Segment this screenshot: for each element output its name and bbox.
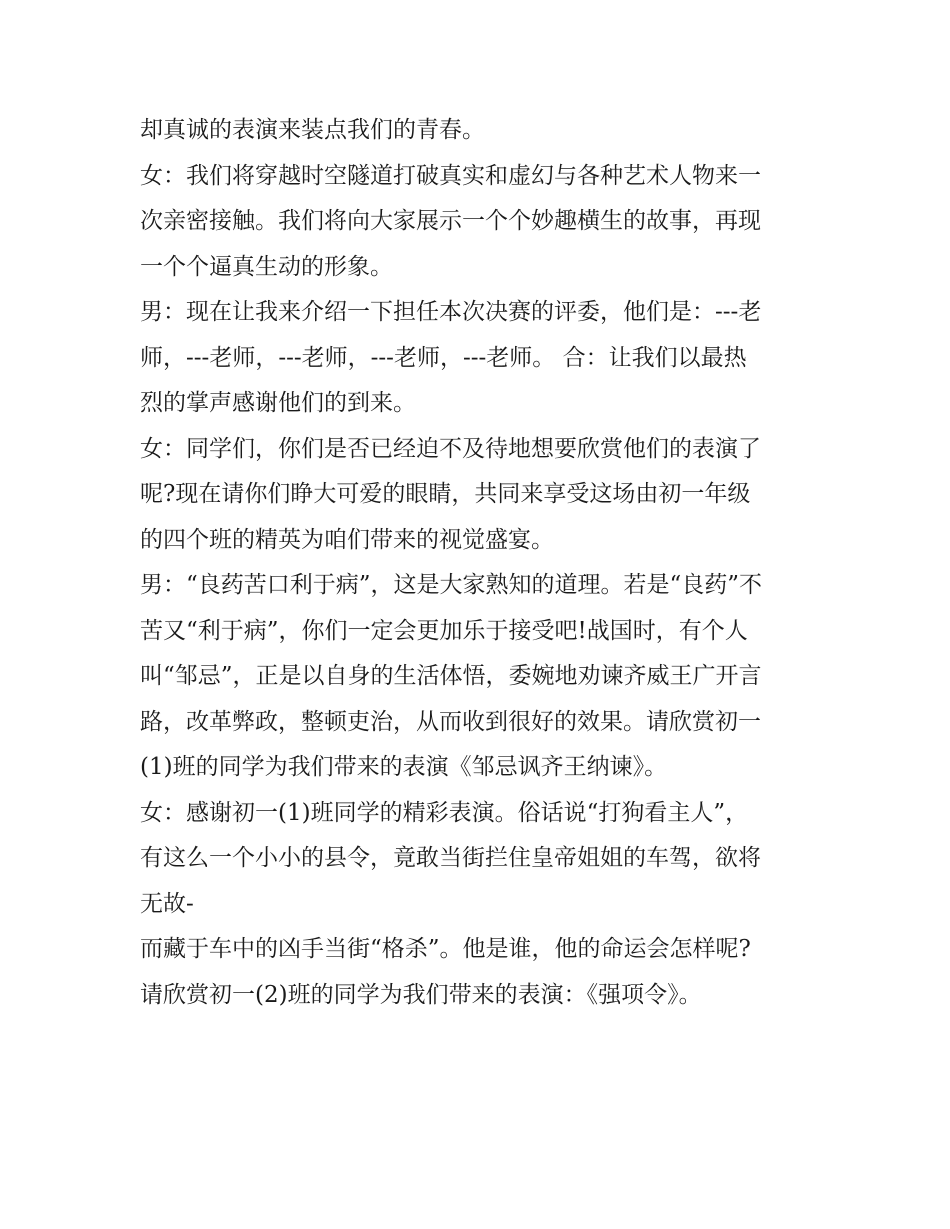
text-line: 请欣赏初一(2)班的同学为我们带来的表演：《强项令》。 <box>140 981 702 1008</box>
text-line: 路，改革弊政，整顿吏治，从而收到很好的效果。请欣赏初一 <box>140 708 761 735</box>
text-line: 苦又“利于病”，你们一定会更加乐于接受吧!战国时，有个人 <box>140 617 748 644</box>
text-line: 的四个班的精英为咱们带来的视觉盛宴。 <box>140 526 554 553</box>
text-line: 无故- <box>140 890 194 917</box>
text-line: 而藏于车中的凶手当街“格杀”。他是谁，他的命运会怎样呢? <box>140 936 751 962</box>
text-line: (1)班的同学为我们带来的表演《邹忌讽齐王纳谏》。 <box>140 754 668 780</box>
text-line: 叫“邹忌”，正是以自身的生活体悟，委婉地劝谏齐威王广开言 <box>140 663 762 689</box>
text-line: 呢?现在请你们睁大可爱的眼睛，共同来享受这场由初一年级 <box>140 481 751 507</box>
text-line: 却真诚的表演来装点我们的青春。 <box>140 117 485 143</box>
text-line: 一个个逼真生动的形象。 <box>140 253 393 280</box>
text-line: 次亲密接触。我们将向大家展示一个个妙趣横生的故事，再现 <box>140 208 761 234</box>
text-line: 师，---老师，---老师，---老师，---老师。 合：让我们以最热 <box>140 344 747 371</box>
text-line: 有这么一个小小的县令，竟敢当街拦住皇帝姐姐的车驾，欲将 <box>140 845 761 871</box>
text-line: 女：我们将穿越时空隧道打破真实和虚幻与各种艺术人物来一 <box>140 162 761 189</box>
body-text <box>140 108 820 1018</box>
text-line: 男：“良药苦口利于病”，这是大家熟知的道理。若是“良药”不 <box>140 572 763 598</box>
text-line: 烈的掌声感谢他们的到来。 <box>140 390 416 416</box>
text-line: 男：现在让我来介绍一下担任本次决赛的评委，他们是：---老 <box>140 299 762 325</box>
text-line: 女：同学们，你们是否已经迫不及待地想要欣赏他们的表演了 <box>140 435 761 462</box>
text-line: 女：感谢初一(1)班同学的精彩表演。俗话说“打狗看主人”， <box>140 799 749 826</box>
